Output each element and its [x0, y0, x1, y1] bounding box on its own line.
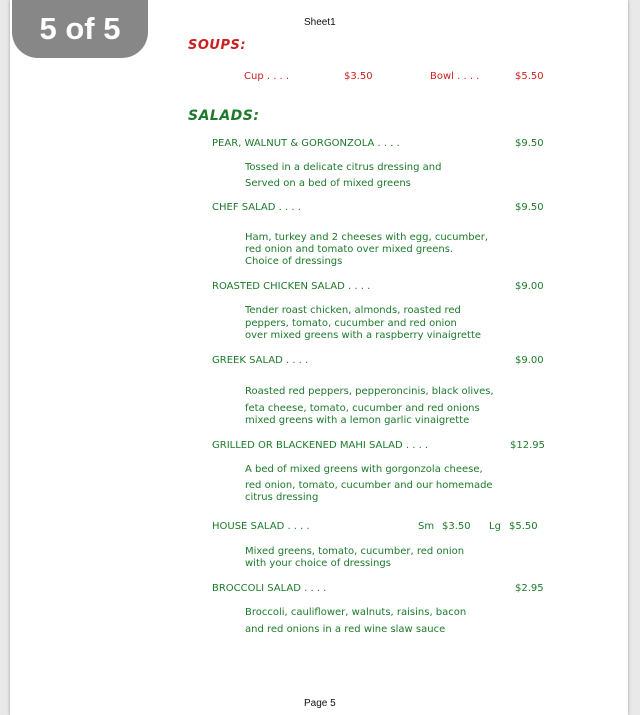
salad-price: $9.00: [515, 281, 544, 292]
salad-desc-line: Mixed greens, tomato, cucumber, red onion: [245, 546, 465, 557]
house-lg-label: Lg: [489, 521, 501, 532]
salad-name: ROASTED CHICKEN SALAD . . . .: [212, 281, 371, 292]
salad-desc-line: Tossed in a delicate citrus dressing and: [245, 162, 442, 173]
salad-desc-line: with your choice of dressings: [245, 558, 391, 569]
salad-name: PEAR, WALNUT & GORGONZOLA . . . .: [212, 138, 400, 149]
soup-cup-label: Cup . . . .: [244, 71, 290, 82]
salad-desc-line: Ham, turkey and 2 cheeses with egg, cucumber,: [245, 232, 489, 243]
salad-price: $9.50: [515, 138, 544, 149]
salad-desc-line: mixed greens with a lemon garlic vinaigrette: [245, 415, 470, 426]
salad-desc-line: peppers, tomato, cucumber and red onion: [245, 318, 457, 329]
salad-desc-line: over mixed greens with a raspberry vinaigrette: [245, 330, 482, 341]
page-footer: Page 5: [304, 698, 336, 709]
salad-name: GRILLED OR BLACKENED MAHI SALAD . . . .: [212, 440, 429, 451]
soups-heading: SOUPS:: [188, 38, 247, 53]
salad-desc-line: Broccoli, cauliflower, walnuts, raisins, bacon: [245, 607, 467, 618]
soup-bowl-price: $5.50: [515, 71, 544, 82]
salad-price: $12.95: [510, 440, 545, 451]
salad-desc-line: Choice of dressings: [245, 256, 343, 267]
salad-desc-line: red onion, tomato, cucumber and our homemade: [245, 480, 493, 491]
salad-name: CHEF SALAD . . . .: [212, 202, 301, 213]
sheet-title: Sheet1: [304, 17, 336, 28]
house-sm-label: Sm: [418, 521, 435, 532]
salad-price: $9.50: [515, 202, 544, 213]
salad-name: HOUSE SALAD . . . .: [212, 521, 310, 532]
salad-desc-line: citrus dressing: [245, 492, 319, 503]
salad-price: $2.95: [515, 583, 544, 594]
salad-desc-line: Served on a bed of mixed greens: [245, 178, 411, 189]
page-indicator-badge: 5 of 5: [12, 0, 148, 58]
salad-name: GREEK SALAD . . . .: [212, 355, 309, 366]
soup-cup-price: $3.50: [344, 71, 373, 82]
salad-desc-line: feta cheese, tomato, cucumber and red onions: [245, 403, 480, 414]
salad-desc-line: and red onions in a red wine slaw sauce: [245, 624, 446, 635]
salad-desc-line: A bed of mixed greens with gorgonzola cheese,: [245, 464, 483, 475]
salad-desc-line: Roasted red peppers, pepperoncinis, black olives,: [245, 386, 494, 397]
salad-desc-line: red onion and tomato over mixed greens.: [245, 244, 454, 255]
salad-name: BROCCOLI SALAD . . . .: [212, 583, 327, 594]
salads-heading: SALADS:: [188, 108, 260, 124]
soup-bowl-label: Bowl . . . .: [430, 71, 480, 82]
salad-desc-line: Tender roast chicken, almonds, roasted red: [245, 305, 461, 316]
house-lg-price: $5.50: [509, 521, 538, 532]
salad-price: $9.00: [515, 355, 544, 366]
house-sm-price: $3.50: [442, 521, 471, 532]
